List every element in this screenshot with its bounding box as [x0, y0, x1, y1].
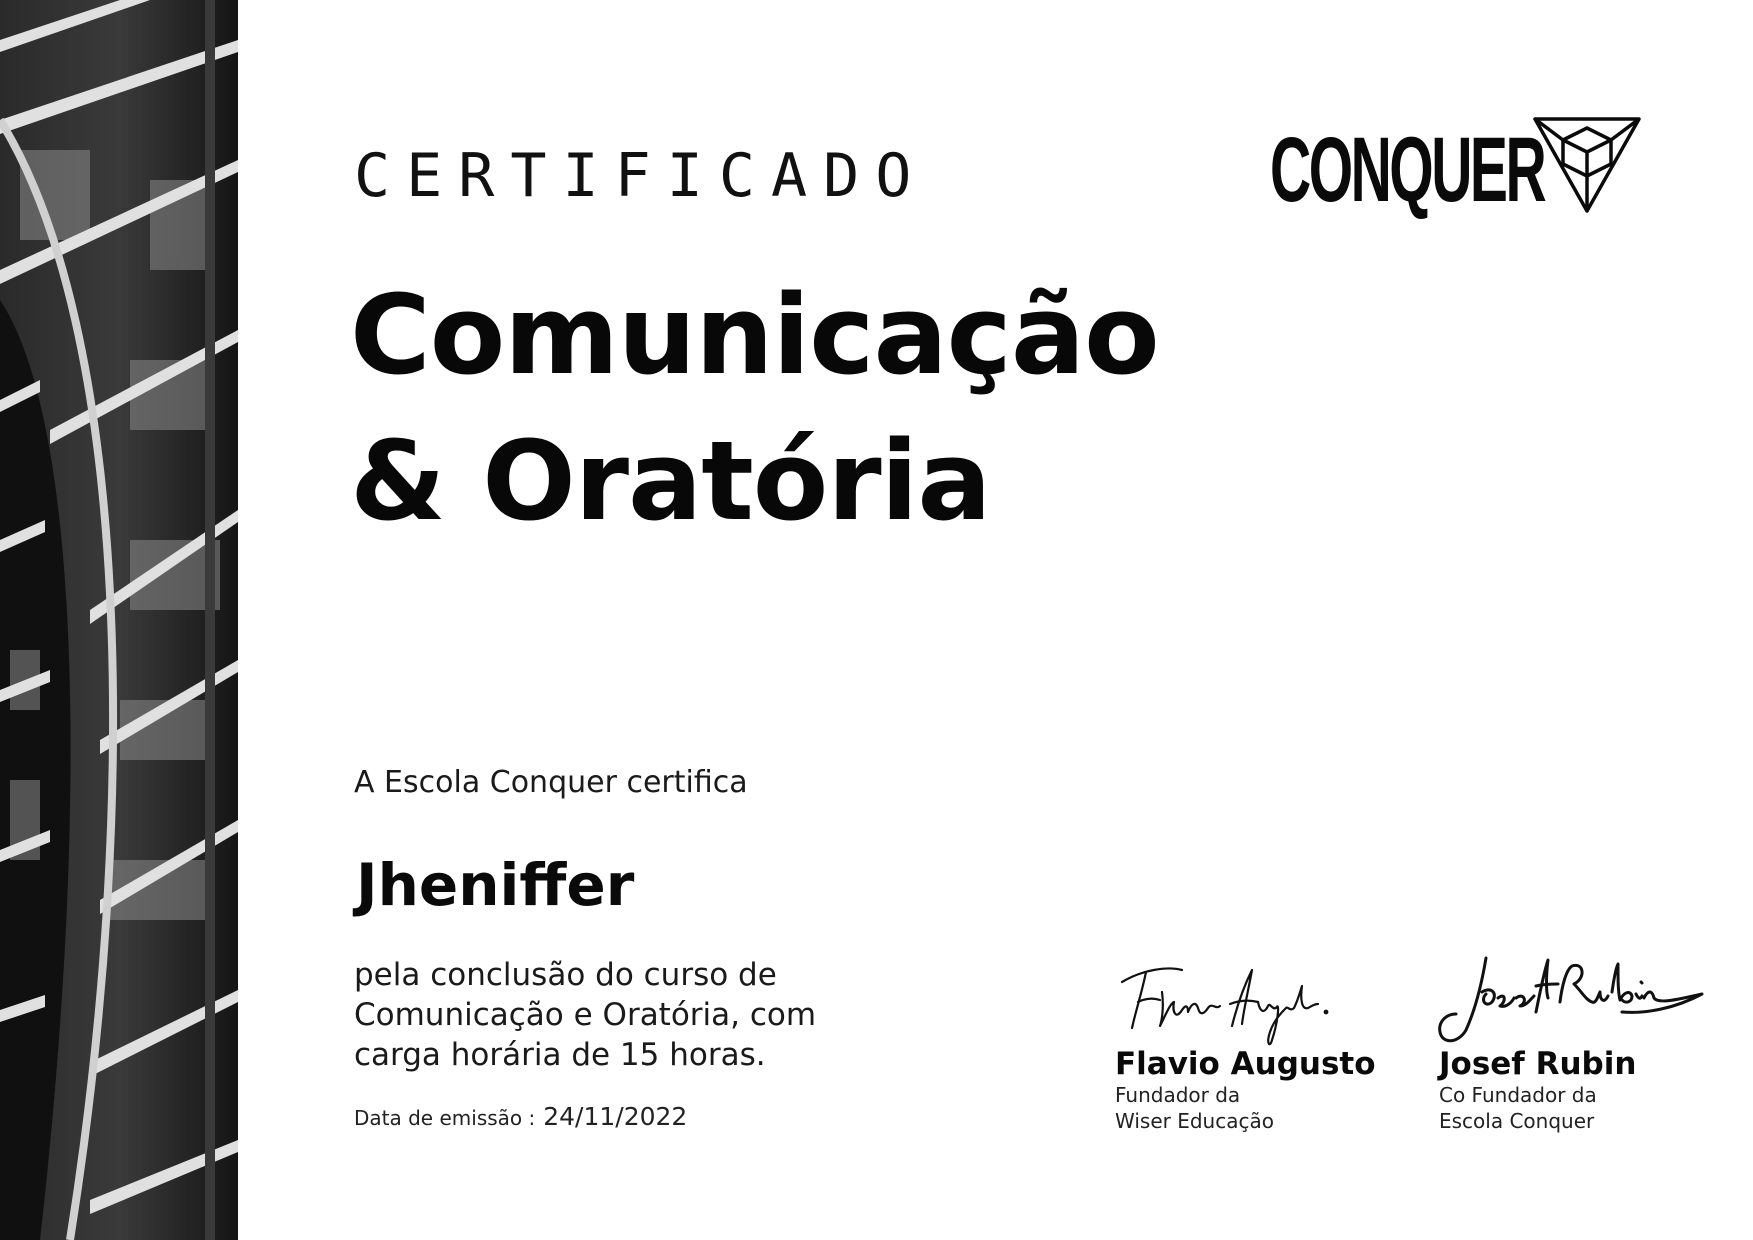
- completion-line-2: Comunicação e Oratória, com: [354, 997, 817, 1033]
- signer-role-line-2: Escola Conquer: [1439, 1109, 1595, 1133]
- signer-role-line-1: Co Fundador da: [1439, 1083, 1597, 1107]
- student-name: Jheniffer: [356, 851, 635, 919]
- logo-text: CONQUER: [1270, 119, 1545, 221]
- architecture-photo: [0, 0, 238, 1240]
- triangle-cube-icon: [1532, 116, 1642, 214]
- signer-role-line-1: Fundador da: [1115, 1083, 1241, 1107]
- issue-date-label: Data de emissão :: [354, 1106, 536, 1130]
- signature-flavio-augusto: [1112, 952, 1352, 1052]
- signer-role: [1439, 1082, 1597, 1134]
- certificate-label: CERTIFICADO: [354, 141, 928, 211]
- signer-role: [1115, 1082, 1274, 1134]
- signer-role-line-2: Wiser Educação: [1115, 1109, 1274, 1133]
- completion-text: [354, 955, 816, 1075]
- issue-date-value: 24/11/2022: [543, 1102, 688, 1131]
- signer-name: Flavio Augusto: [1115, 1046, 1376, 1082]
- signature-josef-rubin: [1436, 952, 1706, 1052]
- course-title: [350, 262, 1159, 554]
- completion-line-1: pela conclusão do curso de: [354, 957, 777, 993]
- intro-text: A Escola Conquer certifica: [354, 765, 748, 800]
- course-title-line-1: Comunicação: [350, 271, 1159, 399]
- completion-line-3: carga horária de 15 horas.: [354, 1037, 766, 1073]
- issue-date-row: [354, 1102, 687, 1131]
- course-title-line-2: & Oratória: [350, 417, 991, 545]
- signer-name: Josef Rubin: [1439, 1046, 1637, 1082]
